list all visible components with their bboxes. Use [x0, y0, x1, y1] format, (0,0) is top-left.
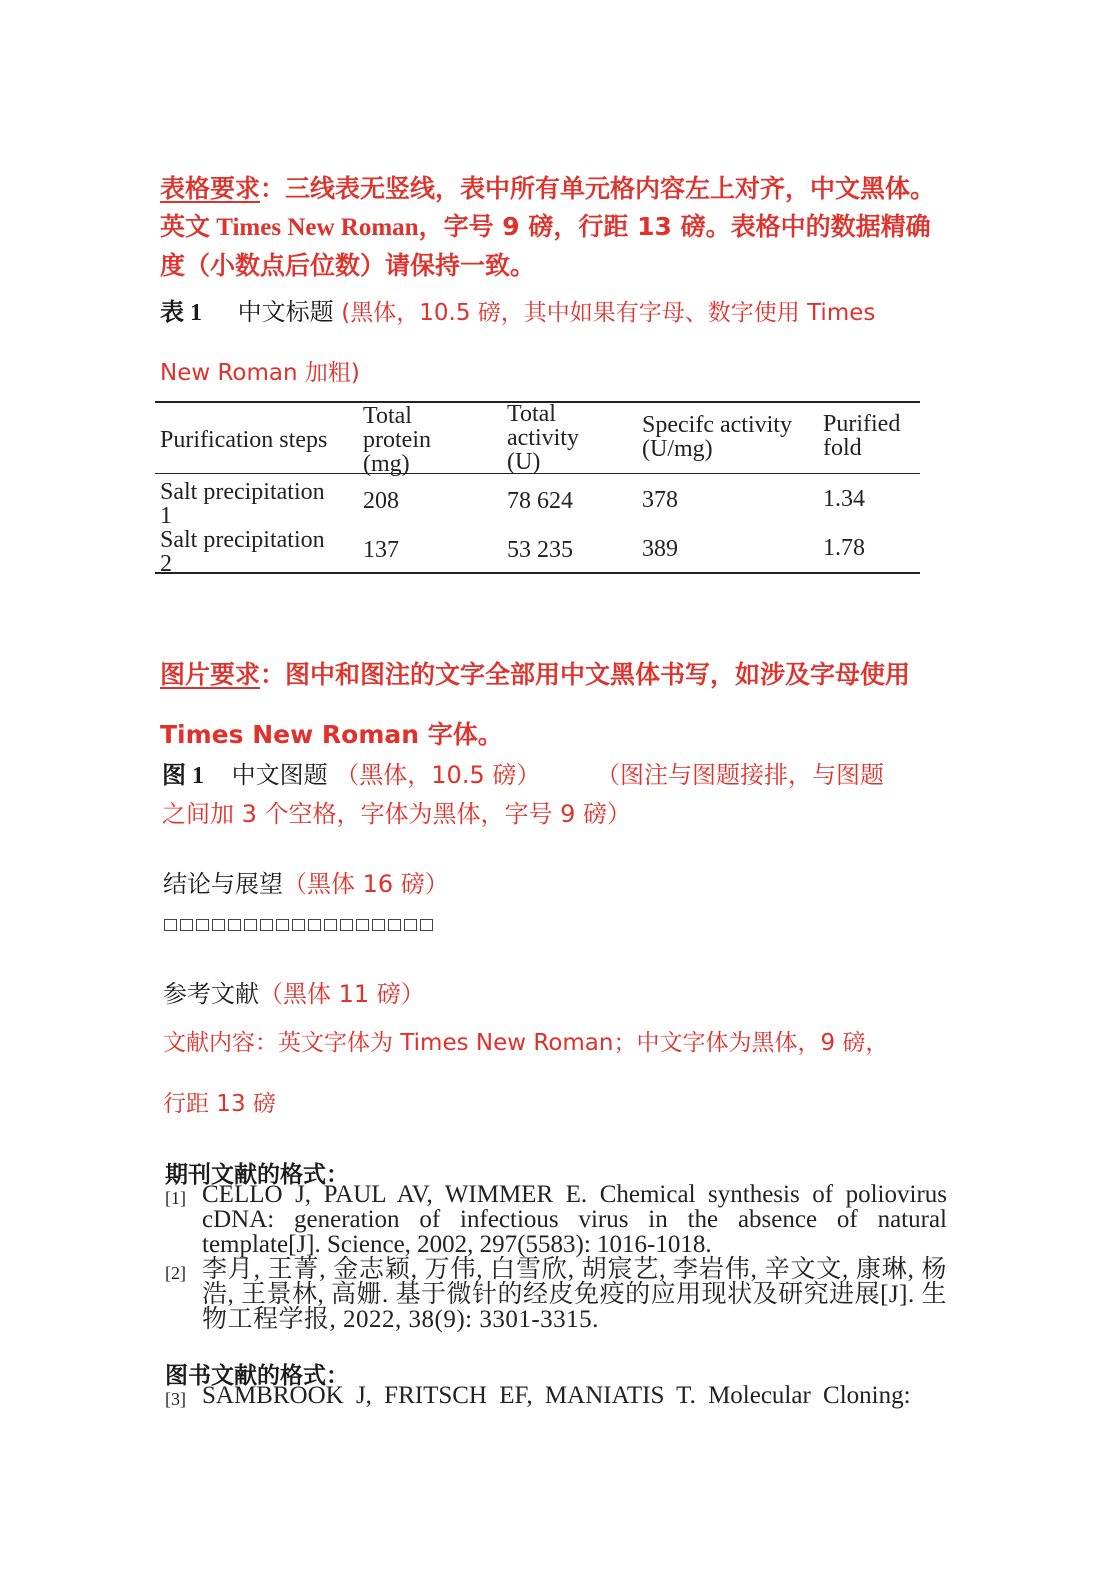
figure-req-line-2: Times New Roman 字体。 [160, 720, 503, 749]
placeholder-box [212, 919, 225, 931]
table-number: 表 1 [160, 300, 202, 326]
row-step: Salt precipitation 1 [160, 479, 325, 529]
conclusion-placeholder [164, 916, 436, 935]
figure-req-label: 图片要求 [160, 660, 261, 689]
book-format-heading: 图书文献的格式： [165, 1363, 349, 1389]
figure-title: 中文图题 [231, 761, 328, 789]
placeholder-box [356, 919, 369, 931]
placeholder-box [324, 919, 337, 931]
table-req-line-2: 英文 Times New Roman，字号 9 磅，行距 13 磅。表格中的数据精确 [160, 212, 931, 241]
figure-title-note: （黑体，10.5 磅） [335, 761, 541, 789]
placeholder-box [164, 919, 177, 931]
figure-caption-line-1 [162, 756, 952, 795]
header-purified-fold: Purified fold [823, 411, 901, 461]
table-req-line-3: 度（小数点后位数）请保持一致。 [160, 251, 536, 280]
placeholder-box [420, 919, 433, 931]
table-caption [160, 296, 950, 329]
references-content-note-cont: 行距 13 磅 [163, 1091, 276, 1117]
placeholder-box [260, 919, 273, 931]
header-purification-steps: Purification steps [160, 427, 328, 453]
row-protein: 208 [363, 488, 399, 514]
table-title-note: (黑体，10.5 磅，其中如果有字母、数字使用 Times [341, 300, 876, 326]
figure-legend-note: （图注与图题接排，与图题 [596, 761, 884, 789]
row-fold: 1.78 [823, 535, 865, 561]
references-note: （黑体 11 磅） [259, 980, 425, 1008]
header-specific-activity: Specifc activity (U/mg) [642, 412, 792, 462]
placeholder-box [404, 919, 417, 931]
row-specific: 389 [642, 536, 678, 562]
figure-legend-note-cont: 之间加 3 个空格，字体为黑体，字号 9 磅） [162, 800, 632, 828]
header-total-activity: Total activity (U) [507, 401, 579, 475]
references-title: 参考文献 [163, 980, 259, 1008]
placeholder-box [388, 919, 401, 931]
table-title-note-cont: New Roman 加粗) [160, 360, 360, 386]
figure-number: 图 1 [162, 763, 204, 789]
row-step: Salt precipitation 2 [160, 527, 325, 577]
conclusion-heading [163, 868, 953, 900]
table-requirements [160, 170, 950, 285]
conclusion-title: 结论与展望 [163, 870, 283, 898]
placeholder-box [372, 919, 385, 931]
header-total-protein: Total protein (mg) [363, 403, 431, 477]
journal-format-heading: 期刊文献的格式： [165, 1162, 349, 1188]
table-req-label: 表格要求 [160, 174, 261, 203]
references-heading [163, 978, 953, 1010]
table-title: 中文标题 [237, 298, 334, 326]
row-activity: 53 235 [507, 537, 573, 563]
figure-req-line-1: 图片要求：图中和图注的文字全部用中文黑体书写，如涉及字母使用 [160, 660, 911, 689]
row-specific: 378 [642, 487, 678, 513]
row-protein: 137 [363, 537, 399, 563]
placeholder-box [276, 919, 289, 931]
placeholder-box [292, 919, 305, 931]
conclusion-note: （黑体 16 磅） [283, 870, 449, 898]
references-content-note: 文献内容：英文字体为 Times New Roman；中文字体为黑体，9 磅， [163, 1030, 889, 1056]
placeholder-box [244, 919, 257, 931]
placeholder-box [196, 919, 209, 931]
placeholder-box [180, 919, 193, 931]
row-fold: 1.34 [823, 486, 865, 512]
figure-caption [162, 756, 952, 833]
placeholder-box [308, 919, 321, 931]
table-req-line-1: 表格要求：三线表无竖线，表中所有单元格内容左上对齐，中文黑体。 [160, 174, 936, 203]
placeholder-box [228, 919, 241, 931]
row-activity: 78 624 [507, 488, 573, 514]
figure-requirements [160, 645, 950, 765]
purification-table [155, 398, 920, 578]
placeholder-box [340, 919, 353, 931]
